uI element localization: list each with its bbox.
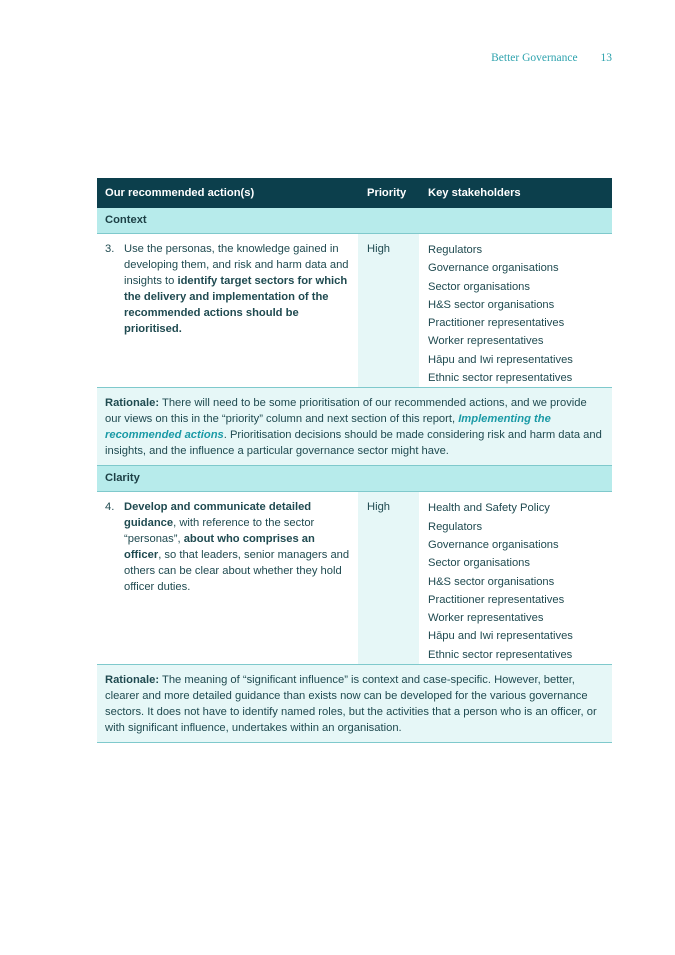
running-header <box>491 52 612 64</box>
document-title: Better Governance <box>491 52 578 64</box>
stakeholder-item: Worker representatives <box>428 335 544 348</box>
action-cell <box>97 234 358 387</box>
stakeholder-item: Hāpu and Iwi representatives <box>428 630 573 643</box>
action-text: Use the personas, the knowledge gained in developing them, and risk and harm data and insights to identify target sectors for which the delivery and implementation of the recommended actions should be prioritised. <box>124 243 349 335</box>
stakeholder-item: Ethnic sector representatives <box>428 648 573 661</box>
section-link: Implementing the recommended actions <box>105 413 551 442</box>
table-row <box>97 234 612 387</box>
stakeholder-item: Health and Safety Policy <box>428 502 550 515</box>
header-action: Our recommended action(s) <box>105 187 255 199</box>
stakeholder-item: Practitioner representatives <box>428 593 565 606</box>
stakeholder-item: Worker representatives <box>428 612 544 625</box>
stakeholder-item: Practitioner representatives <box>428 317 565 330</box>
action-number: 4. <box>105 501 115 514</box>
stakeholders-cell <box>419 234 612 387</box>
recommendations-table <box>97 178 612 743</box>
table-header-row <box>97 178 612 208</box>
stakeholder-item: Governance organisations <box>428 262 559 275</box>
rationale-context: Rationale: There will need to be some prioritisation of our recommended actions, and we provide our views on this in the “priority” column and next section of this report, Implementing the recommended actions. Prioritisation decisions should be made considering risk and harm data and insights, and the influence a particular governance sector might have. <box>97 387 612 465</box>
priority-cell: High <box>358 492 419 664</box>
action-text: Develop and communicate detailed guidance, with reference to the sector “personas”, about who comprises an officer, so that leaders, senior managers and others can be clear about whether they hold officer duties. <box>124 501 350 594</box>
stakeholder-item: H&S sector organisations <box>428 575 555 588</box>
stakeholder-item: Ethnic sector representatives <box>428 372 573 385</box>
header-stakeholders: Key stakeholders <box>428 187 521 199</box>
section-heading-clarity: Clarity <box>97 465 612 492</box>
stakeholder-item: Governance organisations <box>428 538 559 551</box>
stakeholder-item: Sector organisations <box>428 557 530 570</box>
rationale-clarity: Rationale: The meaning of “significant influence” is context and case-specific. However, better, clearer and more detailed guidance than exists now can be developed for the various governance sectors. It does not have to identify named roles, but the activities that a person who is an officer, or with significant influence, undertakes within an organisation. <box>97 664 612 743</box>
action-cell <box>97 492 358 664</box>
stakeholder-item: H&S sector organisations <box>428 298 555 311</box>
table-row <box>97 492 612 664</box>
priority-cell: High <box>358 234 419 387</box>
stakeholder-item: Sector organisations <box>428 280 530 293</box>
stakeholder-item: Hāpu and Iwi representatives <box>428 353 573 366</box>
header-priority: Priority <box>367 187 407 199</box>
stakeholder-item: Regulators <box>428 520 483 533</box>
stakeholders-cell <box>419 492 612 664</box>
page-number: 13 <box>600 52 612 64</box>
section-heading-context: Context <box>97 208 612 234</box>
action-number: 3. <box>105 243 115 255</box>
stakeholder-item: Regulators <box>428 244 483 256</box>
